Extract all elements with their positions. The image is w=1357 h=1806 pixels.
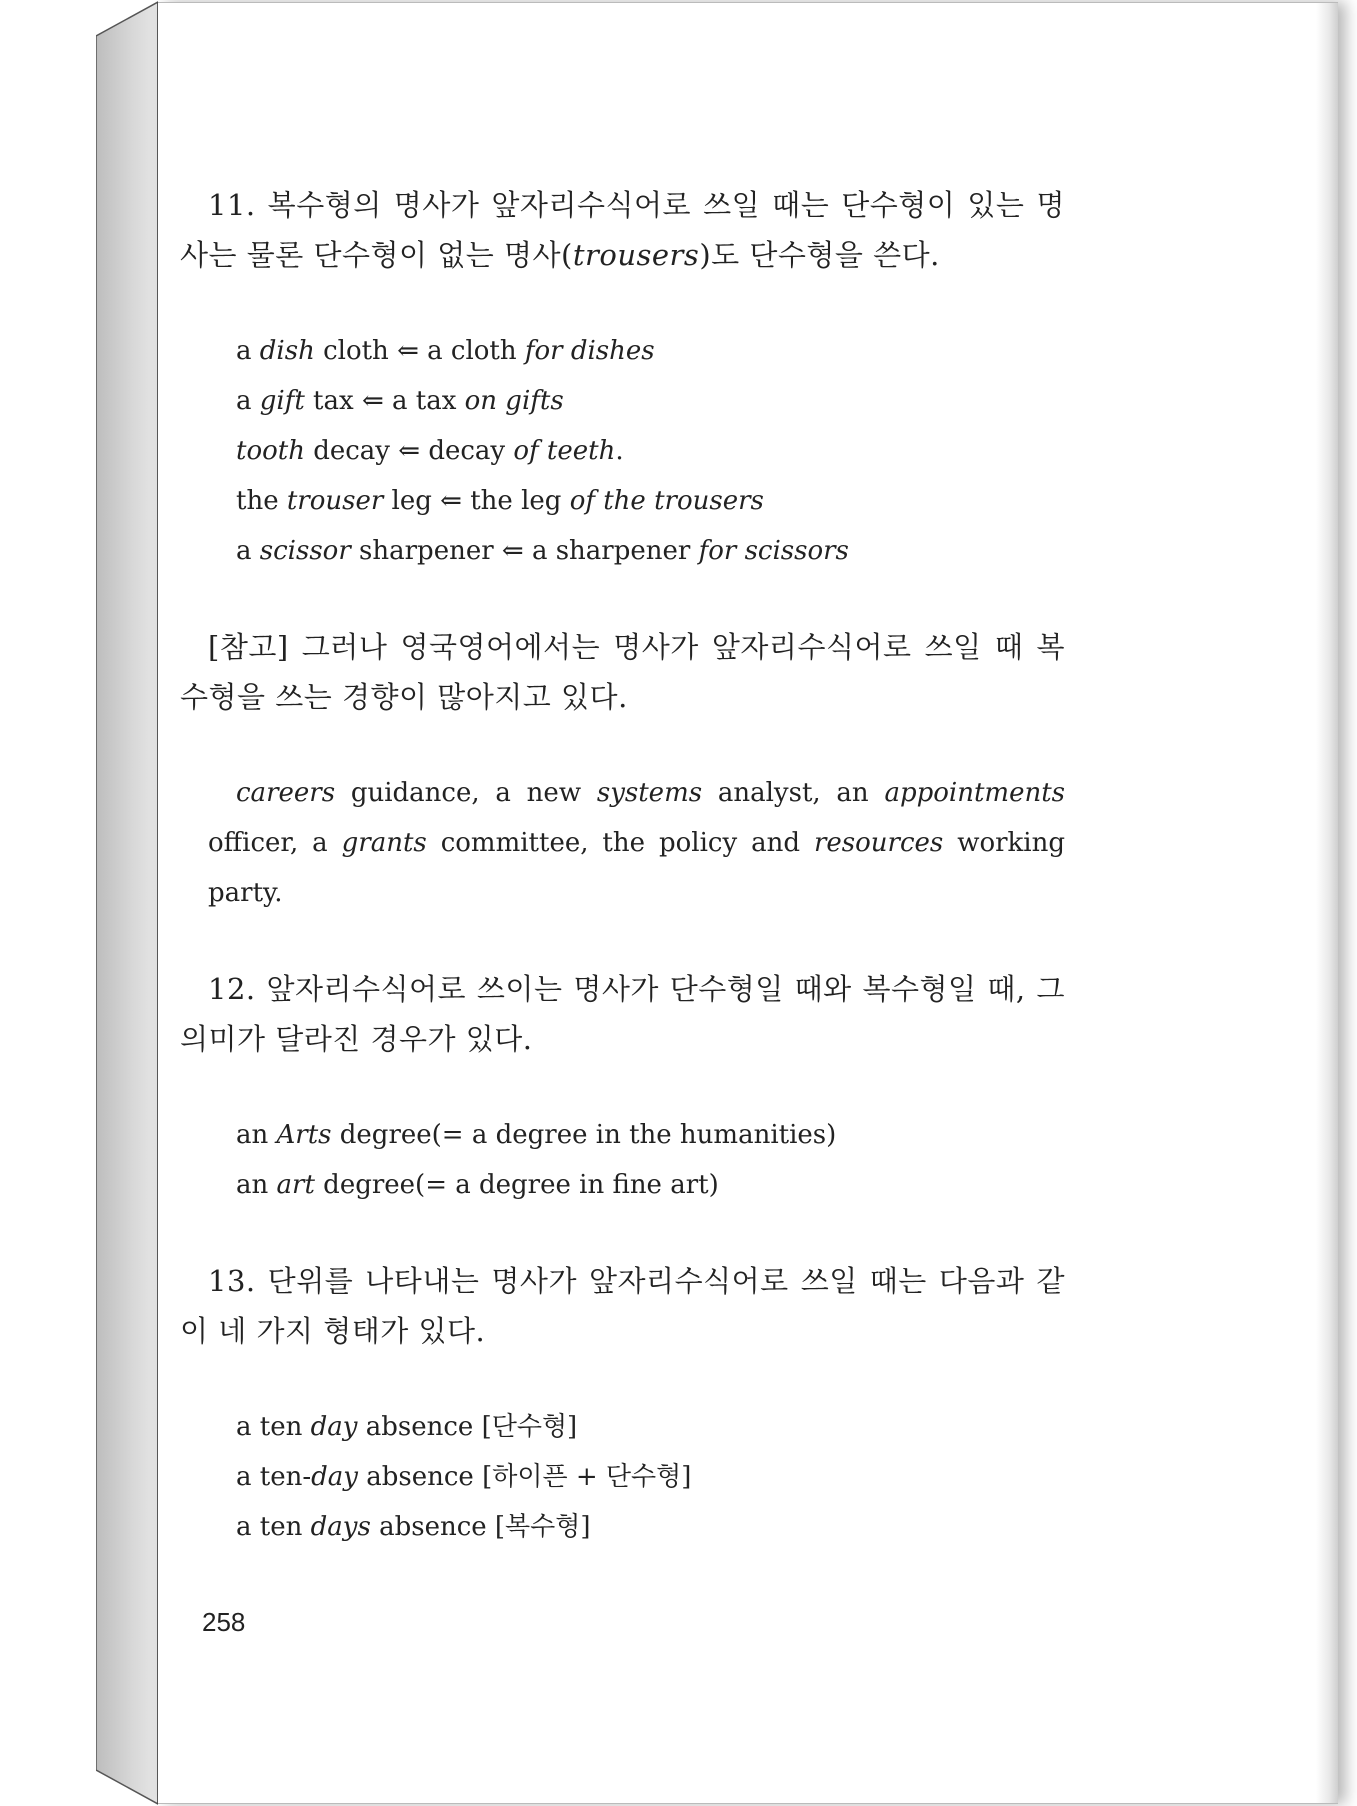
- example-text: absence [단수형]: [357, 1412, 578, 1442]
- example-italic: Arts: [276, 1120, 332, 1150]
- example-italic: days: [310, 1512, 371, 1542]
- section-11-italic: trousers: [572, 238, 700, 272]
- example-italic: trouser: [286, 486, 384, 516]
- section-11-paragraph: [180, 180, 1065, 280]
- example-text: decay ⇐ decay: [304, 436, 514, 466]
- example-text: a ten: [236, 1412, 311, 1442]
- example-italic: for scissors: [698, 536, 849, 566]
- example-text: tax ⇐ a tax: [304, 386, 465, 416]
- example-italic: dish: [259, 336, 315, 366]
- example-item: [236, 1160, 1065, 1210]
- page-number: 258: [202, 1607, 246, 1637]
- example-text: leg ⇐ the leg: [383, 486, 570, 516]
- example-item: [236, 476, 1065, 526]
- note-paragraph: [참고] 그러나 영국영어에서는 명사가 앞자리수식어로 쓰일 때 복수형을 쓰는 경향이 많아지고 있다.: [180, 630, 1065, 714]
- example-text: a: [236, 536, 260, 566]
- example-italic: gift: [259, 386, 305, 416]
- example-text: an: [236, 1170, 277, 1200]
- example-item: [236, 426, 1065, 476]
- example-italic: of the trousers: [569, 486, 764, 516]
- example-text: the: [236, 486, 287, 516]
- section-11-text-after: )도 단수형을 쓴다.: [699, 238, 940, 272]
- example-italic: day: [311, 1462, 358, 1492]
- example-italic: of teeth: [513, 436, 616, 466]
- example-text: analyst, an: [702, 778, 885, 808]
- example-text: degree(= a degree in fine art): [314, 1170, 719, 1200]
- example-item: [236, 1452, 1065, 1502]
- example-italic: scissor: [259, 536, 351, 566]
- example-italic: grants: [341, 828, 427, 858]
- example-text: working party.: [208, 828, 1065, 908]
- example-text: absence [복수형]: [370, 1512, 591, 1542]
- section-11-text: 11. 복수형의 명사가 앞자리수식어로 쓰일 때는 단수형이 있는 명사는 물론 단수형이 없는 명사(: [180, 188, 1065, 272]
- book-spine-shape: [96, 0, 158, 1806]
- example-item: [236, 526, 1065, 576]
- example-text: cloth ⇐ a cloth: [314, 336, 525, 366]
- example-text: a: [236, 336, 260, 366]
- example-text: guidance, a new: [335, 778, 597, 808]
- example-italic: day: [310, 1412, 358, 1442]
- example-text: an: [236, 1120, 277, 1150]
- example-italic: art: [276, 1170, 315, 1200]
- example-italic: for dishes: [524, 336, 655, 366]
- book-spine: [96, 0, 158, 1806]
- section-12-examples: [180, 1110, 1065, 1210]
- note-examples: [180, 768, 1065, 918]
- example-item: [236, 1110, 1065, 1160]
- example-item: [236, 1502, 1065, 1552]
- section-12-paragraph: 12. 앞자리수식어로 쓰이는 명사가 단수형일 때와 복수형일 때, 그 의미가 달라진 경우가 있다.: [180, 972, 1065, 1056]
- page-content: [180, 180, 1065, 1552]
- example-italic: on gifts: [464, 386, 564, 416]
- example-item: [236, 1402, 1065, 1452]
- example-text: a ten-: [236, 1462, 312, 1492]
- example-text: committee, the policy and: [426, 828, 814, 858]
- page-edge-shadow: [1316, 3, 1338, 1803]
- example-text: sharpener ⇐ a sharpener: [350, 536, 699, 566]
- example-text: a: [236, 386, 260, 416]
- example-italic: careers: [236, 778, 336, 808]
- example-text: .: [615, 436, 624, 466]
- example-text: degree(= a degree in the humanities): [331, 1120, 837, 1150]
- section-13-paragraph: 13. 단위를 나타내는 명사가 앞자리수식어로 쓰일 때는 다음과 같이 네 가지 형태가 있다.: [180, 1264, 1065, 1348]
- section-11-examples: [180, 326, 1065, 576]
- example-text: officer, a: [208, 828, 342, 858]
- example-text: absence [하이픈 + 단수형]: [357, 1462, 692, 1492]
- example-item: [236, 376, 1065, 426]
- example-italic: systems: [596, 778, 703, 808]
- section-13-examples: [180, 1402, 1065, 1552]
- example-italic: resources: [813, 828, 944, 858]
- example-italic: appointments: [884, 778, 1065, 808]
- example-item: [236, 326, 1065, 376]
- example-italic: tooth: [236, 436, 305, 466]
- example-text: a ten: [236, 1512, 311, 1542]
